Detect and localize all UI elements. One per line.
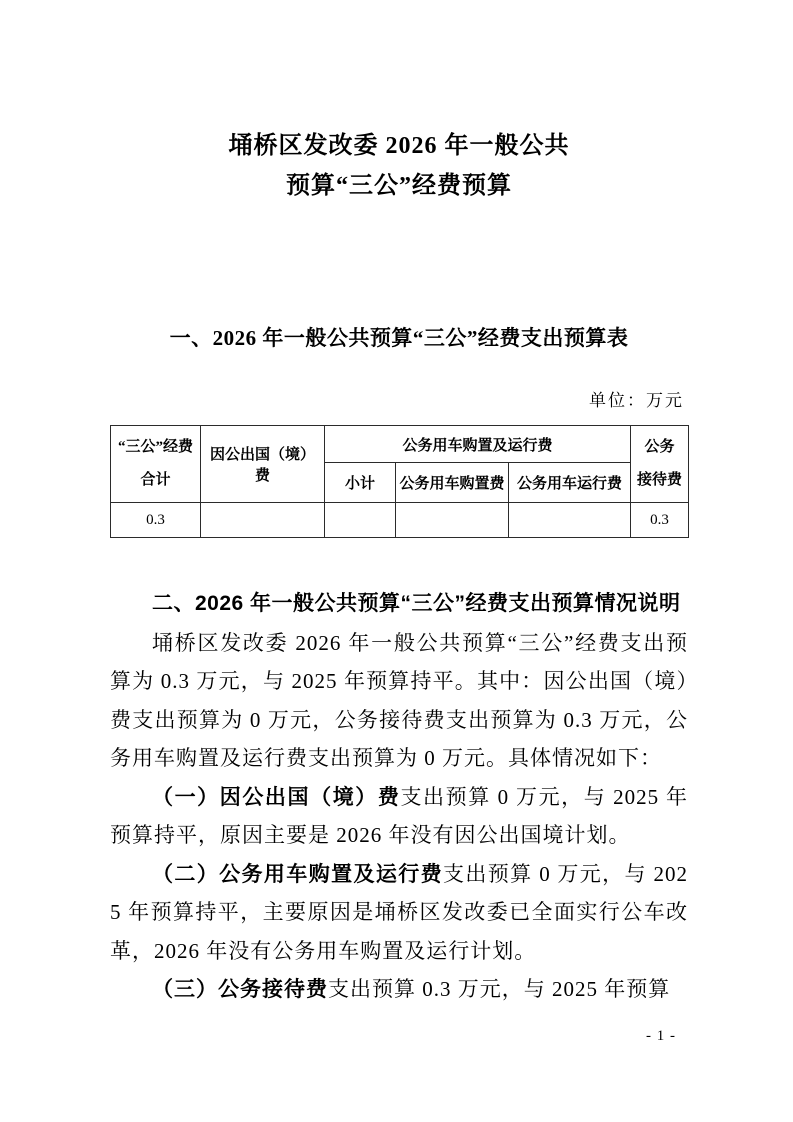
section1-heading: 一、2026 年一般公共预算“三公”经费支出预算表 <box>169 326 629 350</box>
header-vehicle-operation: 公务用车运行费 <box>509 463 631 503</box>
header-vehicle-group: 公务用车购置及运行费 <box>325 426 631 463</box>
header-sangong-total <box>111 426 201 503</box>
paragraph-reception <box>110 970 688 1009</box>
paragraph-overview <box>110 624 688 778</box>
page-number: - 1 - <box>646 1028 676 1044</box>
paragraph-reception-lead: （三）公务接待费 <box>152 977 328 1001</box>
paragraph-vehicle <box>110 855 688 971</box>
header-abroad-fee: 因公出国（境）费 <box>201 426 325 503</box>
cell-vehicle-purchase <box>396 503 509 538</box>
section2-heading: 二、2026 年一般公共预算“三公”经费支出预算情况说明 <box>152 592 681 615</box>
paragraph-overview-text: 埇桥区发改委 2026 年一般公共预算“三公”经费支出预算为 0.3 万元，与 2025 年预算持平。其中：因公出国（境）费支出预算为 0 万元，公务接待费支出预算为 0.3 万元，公务用车购置及运行费支出预算为 0 万元。具体情况如下： <box>110 630 688 770</box>
paragraph-reception-text: 支出预算 0.3 万元，与 2025 年预算 <box>328 977 671 1001</box>
table-row <box>111 503 689 538</box>
cell-sangong-total: 0.3 <box>111 503 201 538</box>
header-vehicle-subtotal: 小计 <box>325 463 396 503</box>
cell-reception-fee: 0.3 <box>631 503 689 538</box>
paragraph-abroad-text: 支出预算 0 万元，与 2025 年预算持平，原因主要是 2026 年没有因公出国境计划。 <box>110 784 689 847</box>
budget-table <box>110 425 689 538</box>
cell-abroad-fee <box>201 503 325 538</box>
cell-vehicle-subtotal <box>325 503 396 538</box>
header-sangong-total-line2: 合计 <box>140 472 171 488</box>
content-column <box>110 0 688 1009</box>
title-line-2: 预算“三公”经费预算 <box>286 173 512 199</box>
header-reception-line1: 公务 <box>644 439 675 455</box>
title-line-1: 埇桥区发改委 2026 年一般公共 <box>228 133 570 159</box>
header-reception-line2: 接待费 <box>636 472 682 488</box>
header-sangong-total-line1: “三公”经费 <box>117 439 193 455</box>
paragraph-vehicle-lead: （二）公务用车购置及运行费 <box>152 861 444 886</box>
paragraph-vehicle-text: 支出预算 0 万元，与 2025 年预算持平，主要原因是埇桥区发改委已全面实行公车改革，2026 年没有公务用车购置及运行计划。 <box>110 861 689 963</box>
paragraph-abroad-lead: （一）因公出国（境）费 <box>152 784 401 809</box>
header-reception-fee <box>631 426 689 503</box>
cell-vehicle-operation <box>509 503 631 538</box>
paragraph-abroad <box>110 778 688 855</box>
unit-label: 单位：万元 <box>589 391 684 410</box>
document-title <box>110 0 688 206</box>
header-vehicle-purchase: 公务用车购置费 <box>396 463 509 503</box>
